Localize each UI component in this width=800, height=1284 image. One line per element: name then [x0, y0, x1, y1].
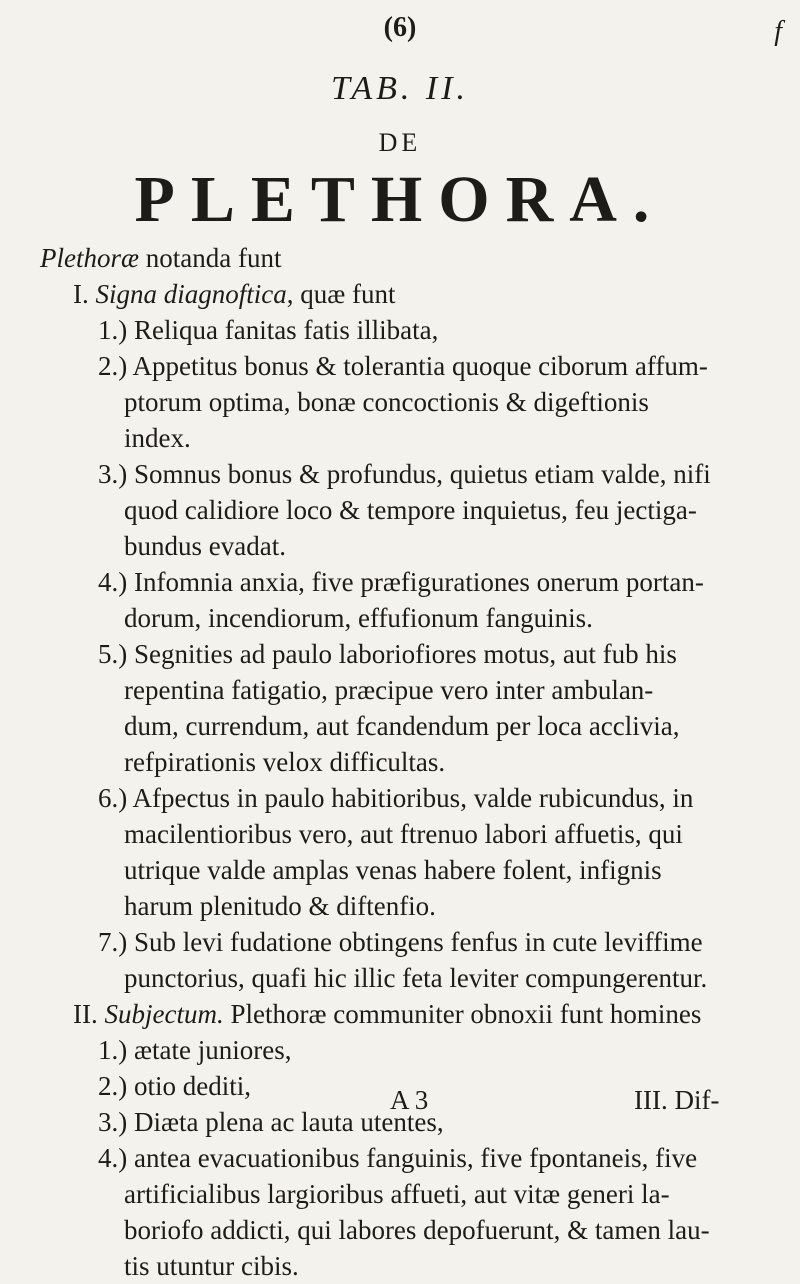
section-rest: , quæ funt — [286, 279, 396, 309]
list-item-continuation: quod calidiore loco & tempore inquietus, feu jectiga- — [124, 495, 697, 525]
page-title: PLETHORA. — [134, 163, 666, 236]
list-item-continuation: tis utuntur cibis. — [124, 1251, 299, 1281]
list-item: 6.) Afpectus in paulo habitioribus, valde rubicundus, in — [98, 783, 694, 813]
list-item: 4.) Infomnia anxia, five præfigurationes onerum portan- — [98, 567, 704, 597]
section-term: Subjectum. — [104, 999, 224, 1029]
list-item-continuation: dum, currendum, aut fcandendum per loca acclivia, — [124, 711, 680, 741]
list-item-continuation: repentina fatigatio, præcipue vero inter ambulan- — [124, 675, 654, 705]
list-item: 2.) otio dediti, — [98, 1071, 251, 1101]
page-number: (6) — [383, 12, 417, 43]
intro-term: Plethoræ — [40, 243, 139, 273]
list-item: 3.) Somnus bonus & profundus, quietus etiam valde, nifi — [98, 459, 711, 489]
section-term: Signa diagnoftica — [95, 279, 287, 309]
de-label: DE — [378, 128, 422, 157]
list-item-continuation: punctorius, quafi hic illic feta leviter compungerentur. — [124, 963, 708, 993]
page-header — [0, 12, 800, 52]
list-item-continuation: utrique valde amplas venas habere folent, infignis — [124, 855, 662, 885]
list-item-continuation: artificialibus largioribus affueti, aut vitæ generi la- — [124, 1179, 670, 1209]
section-rest: Plethoræ communiter obnoxii funt homines — [223, 999, 702, 1029]
section-numeral: II. — [73, 999, 98, 1029]
table-label: TAB. II. — [330, 70, 470, 107]
list-item-continuation: refpirationis velox difficultas. — [124, 747, 446, 777]
section-heading-signa — [40, 276, 775, 312]
list-item: 7.) Sub levi fudatione obtingens fenfus in cute leviffime — [98, 927, 703, 957]
list-item-continuation: ptorum optima, bonæ concoctionis & digeftionis — [124, 387, 649, 417]
list-item: 1.) ætate juniores, — [98, 1035, 292, 1065]
page-footer — [0, 1085, 800, 1115]
list-item-continuation: index. — [124, 423, 191, 453]
list-item-continuation: boriofo addicti, qui labores depofuerunt, & tamen lau- — [124, 1215, 710, 1245]
list-item-continuation: bundus evadat. — [124, 531, 286, 561]
list-item: 5.) Segnities ad paulo laboriofiores motus, aut fub his — [98, 639, 677, 669]
intro-line — [40, 240, 775, 276]
list-item: 2.) Appetitus bonus & tolerantia quoque ciborum affum- — [98, 351, 708, 381]
list-item: 4.) antea evacuationibus fanguinis, five fpontaneis, five — [98, 1143, 698, 1173]
catchword: III. Dif- — [634, 1085, 720, 1115]
list-item: 1.) Reliqua fanitas fatis illibata, — [98, 315, 439, 345]
list-item-continuation: harum plenitudo & diftenfio. — [124, 891, 436, 921]
section-numeral: I. — [73, 279, 89, 309]
intro-rest: notanda funt — [139, 243, 282, 273]
list-item-continuation: dorum, incendiorum, effufionum fanguinis. — [124, 603, 593, 633]
corner-mark: f — [774, 16, 782, 47]
text-body — [40, 240, 775, 1284]
signature-mark: A 3 — [390, 1085, 429, 1115]
section-heading-subjectum — [40, 996, 775, 1032]
list-item: 3.) Diæta plena ac lauta utentes, — [98, 1107, 444, 1137]
list-item-continuation: macilentioribus vero, aut ftrenuo labori affuetis, qui — [124, 819, 683, 849]
